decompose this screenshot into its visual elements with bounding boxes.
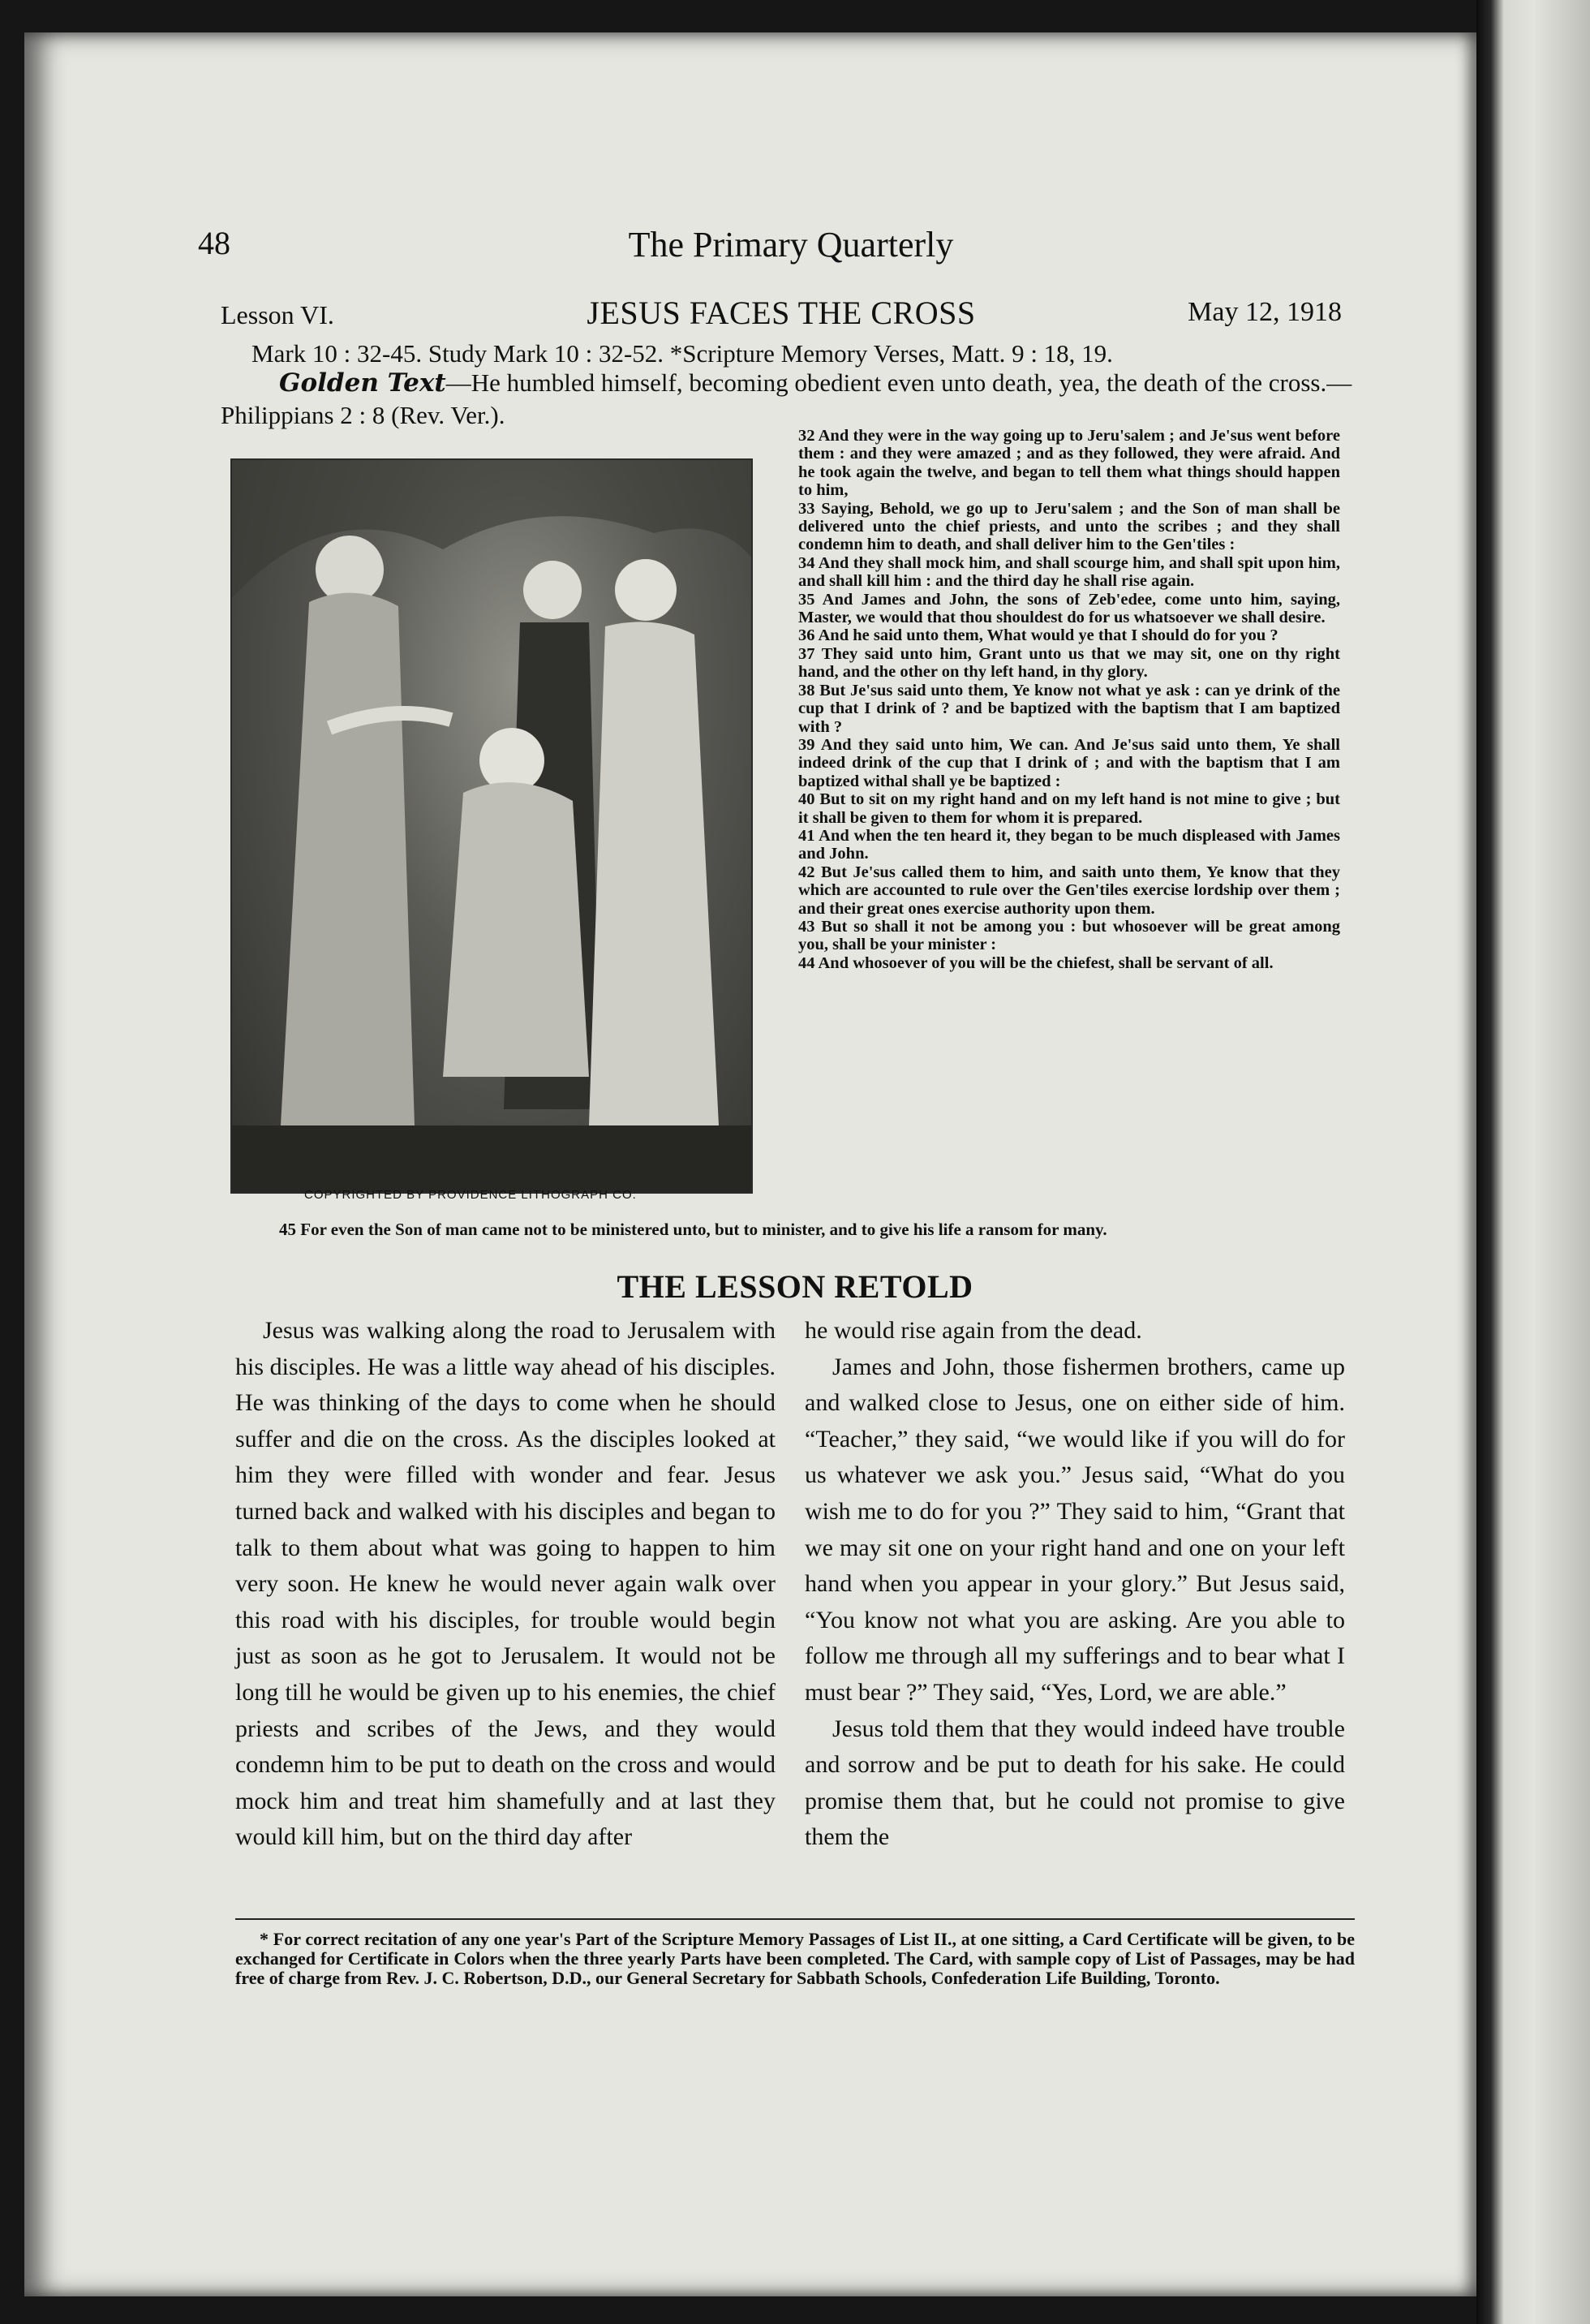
verse-36: 36 And he said unto them, What would ye that I should do for you ? — [798, 626, 1278, 645]
lesson-number: Lesson VI. — [221, 300, 334, 329]
lesson-title: JESUS FACES THE CROSS — [587, 295, 976, 331]
scripture-reference: Mark 10 : 32-45. Study Mark 10 : 32-52. *Scripture Memory Verses, Matt. 9 : 18, 19. — [251, 339, 1113, 368]
retold-paragraph: Jesus told them that they would indeed have trouble and sorrow and be put to death for his sake. He could promise them that, but he could not promise to give them the — [805, 1715, 1345, 1851]
adjacent-page-edge — [1476, 0, 1590, 2324]
retold-heading: THE LESSON RETOLD — [617, 1268, 973, 1305]
footnote: * For correct recitation of any one year's Part of the Scripture Memory Passages of List II., at one sitting, a Card Certificate will be given, to be exchanged for Certificate in Colors when the three yearly Parts have been completed. The Card, with sample copy of List of Passages, may be had free of charge from Rev. J. C. Robertson, D.D., our General Secretary for Sabbath Schools, Confederation Life Building, Toronto. — [235, 1929, 1355, 1988]
retold-continuation: he would rise again from the dead. — [805, 1317, 1142, 1344]
verse-39: 39 And they said unto him, We can. And Je'sus said unto them, Ye shall indeed drink of the cup that I drink of ; and with the baptism that I am baptized withal shall ye be baptized : — [798, 735, 1340, 790]
verse-33: 33 Saying, Behold, we go up to Jeru'salem ; and the Son of man shall be delivered unto the chief priests, and unto the scribes ; and they shall condemn him to death, and shall deliver him to the Gen'tiles : — [798, 499, 1340, 554]
lesson-header — [221, 294, 1342, 334]
verse-32: 32 And they were in the way going up to Jeru'salem ; and Je'sus went before them : and they were amazed ; and as they followed, they were afraid. And he took again the twelve, and began to tell them what things should happen to him, — [798, 427, 1340, 500]
verse-42: 42 But Je'sus called them to him, and saith unto them, Ye know that they which are accounted to rule over the Gen'tiles exercise lordship over them ; and their great ones exercise authority upon them. — [798, 863, 1340, 918]
verse-41: 41 And when the ten heard it, they began to be much displeased with James and John. — [798, 826, 1340, 863]
illustration — [230, 458, 753, 1194]
retold-paragraph: James and John, those fishermen brothers, came up and walked close to Jesus, one on either side of him. “Teacher,” they said, “we would like if you will do for us whatever we ask you.” Jesus said, “What do you wish me to do for you ?” They said to him, “Grant that we may sit one on your right hand and one on your left hand when you appear in your glory.” But Jesus said, “You know not what you are asking. Are you able to follow me through all my sufferings and to bear what I must bear ?” They said, “Yes, Lord, we are able.” — [805, 1353, 1345, 1706]
retold-paragraph: Jesus was walking along the road to Jerusalem with his disciples. He was a little way ahead of his disciples. He was thinking of the days to come when he should suffer and die on the cross. As the disciples looked at him they were filled with wonder and fear. Jesus turned back and walked with his disciples and began to talk to them about what was going to happen to him very soon. He knew he would never again walk over this road with his disciples, for trouble would begin just as soon as he got to Jerusalem. It would not be long till he would be given up to his enemies, the chief priests and scribes of the Jews, and they would condemn him to be put to death on the cross and would mock him and treat him shamefully and at last they would kill him, but on the third day after — [235, 1317, 776, 1851]
verse-45: 45 For even the Son of man came not to be ministered unto, but to minister, and to give his life a ransom for many. — [279, 1220, 1107, 1239]
running-title — [0, 224, 1590, 265]
illustration-figures — [232, 460, 751, 1192]
golden-text — [221, 367, 1352, 432]
verse-40: 40 But to sit on my right hand and on my left hand is not mine to give ; but it shall be given to them for whom it is prepared. — [798, 790, 1340, 827]
golden-text-body: —He humbled himself, becoming obedient even unto death, yea, the death of the cross.—Philippians 2 : 8 (Rev. Ver.). — [221, 368, 1352, 429]
verse-34: 34 And they shall mock him, and shall scourge him, and shall spit upon him, and shall kill him : and the third day he shall rise again. — [798, 553, 1340, 591]
retold-right-column — [805, 1313, 1345, 1856]
verse-35: 35 And James and John, the sons of Zeb'edee, come unto him, saying, Master, we would that thou shouldest do for us whatsoever we shall desire. — [798, 590, 1340, 627]
illustration-caption: COPYRIGHTED BY PROVIDENCE LITHOGRAPH CO. — [304, 1188, 637, 1202]
scripture-verses — [798, 427, 1340, 972]
footnote-rule — [235, 1918, 1355, 1920]
golden-text-label: Golden Text — [279, 368, 446, 398]
page-number: 48 — [198, 225, 230, 261]
verse-38: 38 But Je'sus said unto them, Ye know not what ye ask : can ye drink of the cup that I drink of ? and be baptized with the baptism that I am baptized with ? — [798, 681, 1340, 736]
lesson-date: May 12, 1918 — [1188, 297, 1342, 327]
retold-left-column — [235, 1313, 776, 1856]
verse-37: 37 They said unto him, Grant unto us that we may sit, one on thy right hand, and the other on thy left hand, in thy glory. — [798, 644, 1340, 682]
verse-43: 43 But so shall it not be among you : but whosoever will be great among you, shall be your minister : — [798, 917, 1340, 954]
running-title-text: The Primary Quarterly — [628, 225, 954, 265]
verse-44: 44 And whosoever of you will be the chiefest, shall be servant of all. — [798, 953, 1274, 972]
